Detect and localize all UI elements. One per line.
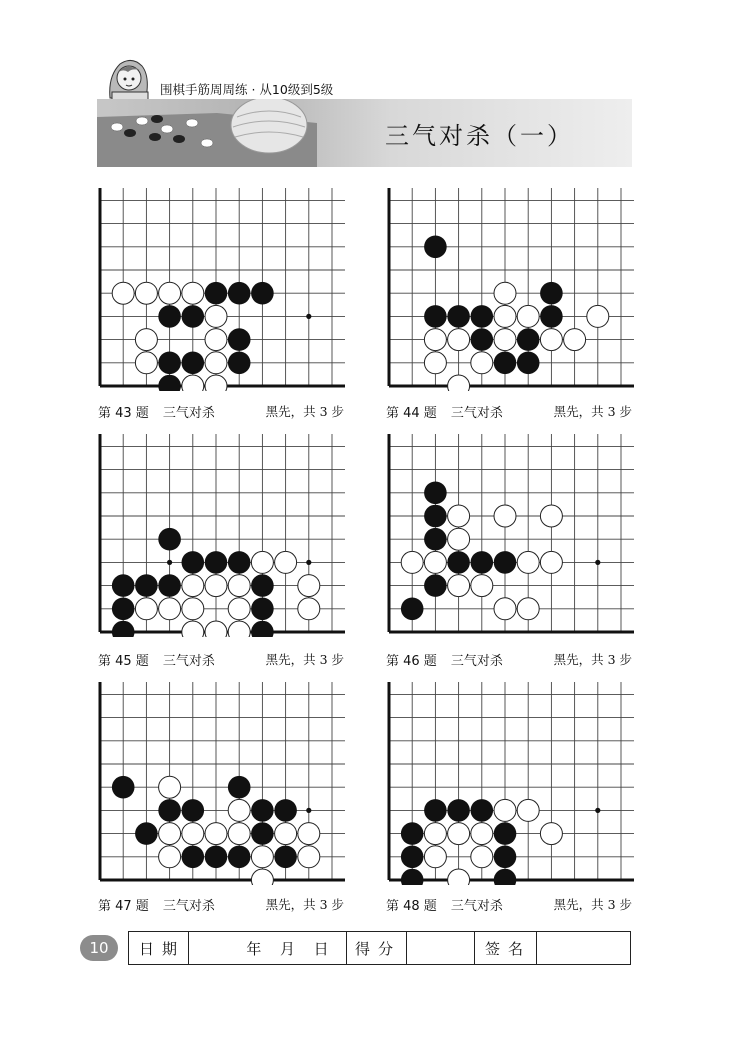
black-stone[interactable] xyxy=(228,776,251,799)
black-stone[interactable] xyxy=(158,799,181,822)
white-stone[interactable] xyxy=(205,823,227,845)
white-stone[interactable] xyxy=(517,305,539,327)
black-stone[interactable] xyxy=(158,375,181,391)
white-stone[interactable] xyxy=(182,282,204,304)
black-stone[interactable] xyxy=(274,846,297,869)
white-stone[interactable] xyxy=(424,551,446,573)
white-stone[interactable] xyxy=(205,329,227,351)
black-stone[interactable] xyxy=(540,305,563,328)
white-stone[interactable] xyxy=(448,329,470,351)
black-stone[interactable] xyxy=(424,305,447,328)
white-stone[interactable] xyxy=(494,799,516,821)
black-stone[interactable] xyxy=(494,846,517,869)
white-stone[interactable] xyxy=(251,846,273,868)
sign-label: 签名 xyxy=(475,932,537,964)
black-stone[interactable] xyxy=(228,846,251,869)
white-stone[interactable] xyxy=(471,575,493,597)
white-stone[interactable] xyxy=(424,823,446,845)
star-point xyxy=(306,808,311,813)
black-stone[interactable] xyxy=(471,328,494,351)
caption-43 xyxy=(98,402,344,421)
white-stone[interactable] xyxy=(471,352,493,374)
caption-47 xyxy=(98,895,344,914)
black-stone[interactable] xyxy=(401,822,424,845)
white-stone[interactable] xyxy=(540,551,562,573)
white-stone[interactable] xyxy=(182,375,204,391)
white-stone[interactable] xyxy=(517,799,539,821)
white-stone[interactable] xyxy=(298,823,320,845)
problem-topic: 三气对杀 xyxy=(162,899,215,914)
white-stone[interactable] xyxy=(228,799,250,821)
board-grid xyxy=(386,434,634,637)
banner-title: 三气对杀（一） xyxy=(385,122,574,150)
problem-number: 第 46 题 xyxy=(386,654,437,669)
problem-instruction: 黑先，共 3 步 xyxy=(553,897,632,912)
black-stone[interactable] xyxy=(447,551,470,574)
white-stone[interactable] xyxy=(135,352,157,374)
problem-topic: 三气对杀 xyxy=(162,654,215,669)
go-board-46 xyxy=(386,434,634,637)
black-stone[interactable] xyxy=(112,598,135,621)
white-stone[interactable] xyxy=(159,776,181,798)
white-stone[interactable] xyxy=(228,575,250,597)
date-label: 日期 xyxy=(129,932,189,964)
black-stone[interactable] xyxy=(251,621,274,637)
white-stone[interactable] xyxy=(228,598,250,620)
caption-44 xyxy=(386,402,632,421)
star-point xyxy=(306,314,311,319)
black-stone[interactable] xyxy=(494,822,517,845)
black-stone[interactable] xyxy=(182,799,205,822)
caption-45 xyxy=(98,650,344,669)
page-number-badge: 10 xyxy=(80,935,118,961)
board-grid xyxy=(97,434,345,637)
caption-46 xyxy=(386,650,632,669)
board-grid xyxy=(97,682,345,885)
black-stone[interactable] xyxy=(447,799,470,822)
white-stone[interactable] xyxy=(205,305,227,327)
black-stone[interactable] xyxy=(112,776,135,799)
white-stone[interactable] xyxy=(205,621,227,637)
white-stone[interactable] xyxy=(159,282,181,304)
score-label: 得分 xyxy=(347,932,407,964)
white-stone[interactable] xyxy=(564,329,586,351)
white-stone[interactable] xyxy=(251,869,273,885)
white-stone[interactable] xyxy=(448,823,470,845)
white-stone[interactable] xyxy=(275,823,297,845)
white-stone[interactable] xyxy=(182,621,204,637)
white-stone[interactable] xyxy=(135,282,157,304)
black-stone[interactable] xyxy=(182,846,205,869)
white-stone[interactable] xyxy=(540,505,562,527)
black-stone[interactable] xyxy=(228,352,251,375)
black-stone[interactable] xyxy=(205,551,228,574)
sign-field[interactable] xyxy=(537,932,630,964)
problem-instruction: 黑先，共 3 步 xyxy=(265,404,344,419)
white-stone[interactable] xyxy=(424,329,446,351)
black-stone[interactable] xyxy=(158,305,181,328)
white-stone[interactable] xyxy=(448,528,470,550)
white-stone[interactable] xyxy=(182,575,204,597)
series-title: 围棋手筋周周练 · 从10级到5级 xyxy=(160,82,334,97)
black-stone[interactable] xyxy=(517,352,540,375)
black-stone[interactable] xyxy=(251,799,274,822)
white-stone[interactable] xyxy=(251,551,273,573)
record-table xyxy=(128,931,631,965)
go-board-43 xyxy=(97,188,345,391)
white-stone[interactable] xyxy=(205,575,227,597)
black-stone[interactable] xyxy=(424,236,447,259)
white-stone[interactable] xyxy=(205,352,227,374)
black-stone[interactable] xyxy=(401,598,424,621)
board-grid xyxy=(386,188,634,391)
problem-number: 第 47 题 xyxy=(98,899,149,914)
black-stone[interactable] xyxy=(424,528,447,551)
black-stone[interactable] xyxy=(205,282,228,305)
black-stone[interactable] xyxy=(135,574,158,597)
black-stone[interactable] xyxy=(401,869,424,885)
white-stone[interactable] xyxy=(228,823,250,845)
black-stone[interactable] xyxy=(251,822,274,845)
date-field[interactable] xyxy=(189,932,347,964)
black-stone[interactable] xyxy=(158,352,181,375)
problem-instruction: 黑先，共 3 步 xyxy=(553,652,632,667)
black-stone[interactable] xyxy=(182,551,205,574)
black-stone[interactable] xyxy=(182,305,205,328)
white-stone[interactable] xyxy=(494,329,516,351)
black-stone[interactable] xyxy=(228,551,251,574)
black-stone[interactable] xyxy=(494,551,517,574)
mascot-illustration xyxy=(102,54,154,102)
problem-number: 第 48 题 xyxy=(386,899,437,914)
problem-number: 第 44 题 xyxy=(386,406,437,421)
black-stone[interactable] xyxy=(158,528,181,551)
problem-topic: 三气对杀 xyxy=(450,406,503,421)
star-point xyxy=(595,808,600,813)
white-stone[interactable] xyxy=(448,505,470,527)
white-stone[interactable] xyxy=(494,282,516,304)
white-stone[interactable] xyxy=(298,598,320,620)
white-stone[interactable] xyxy=(159,823,181,845)
black-stone[interactable] xyxy=(112,574,135,597)
black-stone[interactable] xyxy=(447,305,470,328)
white-stone[interactable] xyxy=(182,823,204,845)
black-stone[interactable] xyxy=(424,574,447,597)
black-stone[interactable] xyxy=(182,352,205,375)
white-stone[interactable] xyxy=(298,846,320,868)
problem-topic: 三气对杀 xyxy=(450,899,503,914)
white-stone[interactable] xyxy=(517,598,539,620)
problem-topic: 三气对杀 xyxy=(162,406,215,421)
star-point xyxy=(595,560,600,565)
go-board-47 xyxy=(97,682,345,885)
white-stone[interactable] xyxy=(159,598,181,620)
board-grid xyxy=(97,188,345,391)
white-stone[interactable] xyxy=(448,575,470,597)
black-stone[interactable] xyxy=(251,574,274,597)
black-stone[interactable] xyxy=(158,574,181,597)
white-stone[interactable] xyxy=(448,375,470,391)
black-stone[interactable] xyxy=(424,799,447,822)
white-stone[interactable] xyxy=(494,598,516,620)
problem-instruction: 黑先，共 3 步 xyxy=(265,652,344,667)
white-stone[interactable] xyxy=(298,575,320,597)
white-stone[interactable] xyxy=(182,598,204,620)
black-stone[interactable] xyxy=(251,282,274,305)
white-stone[interactable] xyxy=(540,329,562,351)
day-label: 日 xyxy=(313,939,329,958)
white-stone[interactable] xyxy=(424,352,446,374)
year-label: 年 xyxy=(246,939,262,958)
black-stone[interactable] xyxy=(424,505,447,528)
go-board-48 xyxy=(386,682,634,885)
board-grid xyxy=(386,682,634,885)
star-point xyxy=(306,560,311,565)
black-stone[interactable] xyxy=(228,328,251,351)
black-stone[interactable] xyxy=(274,799,297,822)
black-stone[interactable] xyxy=(471,799,494,822)
go-board-45 xyxy=(97,434,345,637)
black-stone[interactable] xyxy=(401,846,424,869)
white-stone[interactable] xyxy=(471,823,493,845)
white-stone[interactable] xyxy=(401,551,423,573)
white-stone[interactable] xyxy=(275,551,297,573)
white-stone[interactable] xyxy=(135,598,157,620)
problem-number: 第 45 题 xyxy=(98,654,149,669)
black-stone[interactable] xyxy=(494,869,517,885)
go-board-44 xyxy=(386,188,634,391)
problem-instruction: 黑先，共 3 步 xyxy=(265,897,344,912)
white-stone[interactable] xyxy=(587,305,609,327)
black-stone[interactable] xyxy=(471,305,494,328)
problem-instruction: 黑先，共 3 步 xyxy=(553,404,632,419)
caption-48 xyxy=(386,895,632,914)
white-stone[interactable] xyxy=(517,551,539,573)
month-label: 月 xyxy=(279,939,295,958)
white-stone[interactable] xyxy=(494,305,516,327)
black-stone[interactable] xyxy=(112,621,135,637)
white-stone[interactable] xyxy=(471,846,493,868)
white-stone[interactable] xyxy=(494,505,516,527)
white-stone[interactable] xyxy=(228,621,250,637)
white-stone[interactable] xyxy=(540,823,562,845)
black-stone[interactable] xyxy=(228,282,251,305)
white-stone[interactable] xyxy=(424,846,446,868)
white-stone[interactable] xyxy=(448,869,470,885)
white-stone[interactable] xyxy=(135,329,157,351)
black-stone[interactable] xyxy=(471,551,494,574)
problem-number: 第 43 题 xyxy=(98,406,149,421)
black-stone[interactable] xyxy=(135,822,158,845)
white-stone[interactable] xyxy=(112,282,134,304)
black-stone[interactable] xyxy=(494,352,517,375)
white-stone[interactable] xyxy=(159,846,181,868)
white-stone[interactable] xyxy=(205,375,227,391)
problem-topic: 三气对杀 xyxy=(450,654,503,669)
black-stone[interactable] xyxy=(540,282,563,305)
black-stone[interactable] xyxy=(205,846,228,869)
score-field[interactable] xyxy=(407,932,475,964)
star-point xyxy=(167,560,172,565)
black-stone[interactable] xyxy=(251,598,274,621)
black-stone[interactable] xyxy=(517,328,540,351)
black-stone[interactable] xyxy=(424,482,447,505)
